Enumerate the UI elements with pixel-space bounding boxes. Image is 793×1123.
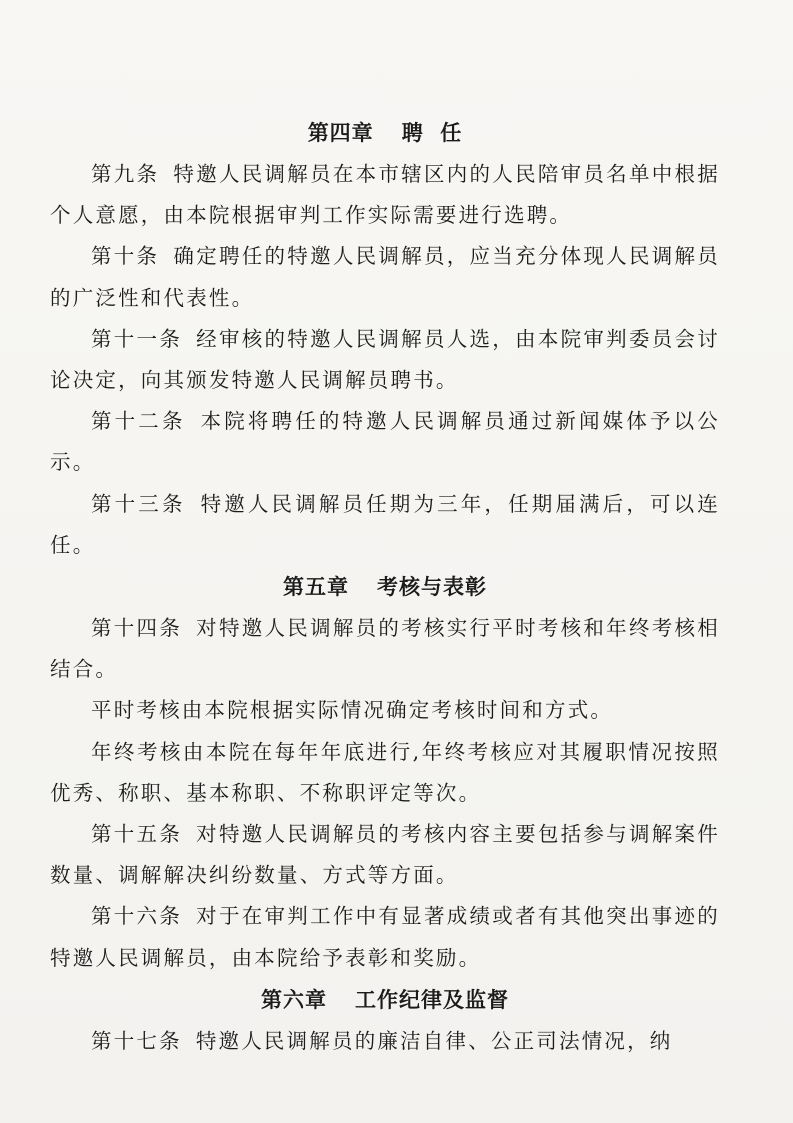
article-16	[50, 896, 720, 978]
article-text: 年终考核由本院在每年年底进行,年终考核应对其履职情况按照优秀、称职、基本称职、不称职评定等次。	[50, 739, 720, 805]
article-10	[50, 236, 720, 318]
article-text: 特邀人民调解员在本市辖区内的人民陪审员名单中根据个人意愿，由本院根据审判工作实际需要进行选聘。	[50, 162, 720, 228]
article-label: 第十三条	[91, 491, 186, 516]
article-label: 第十条	[91, 244, 160, 269]
article-9	[50, 154, 720, 236]
article-label: 第十七条	[91, 1028, 182, 1053]
article-text: 对于在审判工作中有显著成绩或者有其他突出事迹的特邀人民调解员，由本院给予表彰和奖励。	[50, 904, 720, 970]
chapter-number: 第五章	[283, 574, 349, 600]
article-text: 确定聘任的特邀人民调解员，应当充分体现人民调解员的广泛性和代表性。	[50, 244, 720, 310]
article-label: 第十六条	[91, 904, 183, 929]
chapter-number: 第四章	[307, 120, 374, 145]
article-text: 平时考核由本院根据实际情况确定考核时间和方式。	[91, 698, 614, 723]
chapter-title: 工作纪律及监督	[355, 986, 509, 1012]
chapter-title: 聘 任	[401, 120, 463, 145]
article-13	[50, 484, 720, 566]
article-14-clause-2	[50, 732, 720, 814]
article-label: 第十五条	[91, 822, 183, 847]
article-text: 特邀人民调解员的廉洁自律、公正司法情况，纳	[195, 1028, 673, 1053]
article-label: 第十一条	[91, 326, 183, 351]
article-14	[50, 608, 720, 690]
article-14-clause-1	[50, 690, 720, 731]
article-17	[50, 1021, 720, 1062]
chapter-number: 第六章	[261, 986, 327, 1012]
article-label: 第九条	[91, 162, 160, 186]
article-text: 经审核的特邀人民调解员人选，由本院审判委员会讨论决定，向其颁发特邀人民调解员聘书。	[50, 326, 720, 393]
article-text: 对特邀人民调解员的考核实行平时考核和年终考核相结合。	[50, 616, 720, 682]
article-label: 第十二条	[91, 409, 186, 434]
chapter-heading-6	[50, 979, 720, 1021]
article-12	[50, 401, 720, 483]
chapter-title: 考核与表彰	[377, 574, 487, 600]
chapter-heading-5	[50, 566, 720, 608]
article-11	[50, 319, 720, 401]
article-15	[50, 814, 720, 896]
article-text: 对特邀人民调解员的考核内容主要包括参与调解案件数量、调解解决纠纷数量、方式等方面。	[50, 822, 720, 888]
document-body	[50, 112, 720, 1062]
chapter-heading-4	[50, 112, 720, 154]
article-label: 第十四条	[91, 616, 183, 641]
article-text: 特邀人民调解员任期为三年，任期届满后，可以连任。	[50, 491, 720, 557]
article-text: 本院将聘任的特邀人民调解员通过新闻媒体予以公示。	[50, 409, 720, 475]
